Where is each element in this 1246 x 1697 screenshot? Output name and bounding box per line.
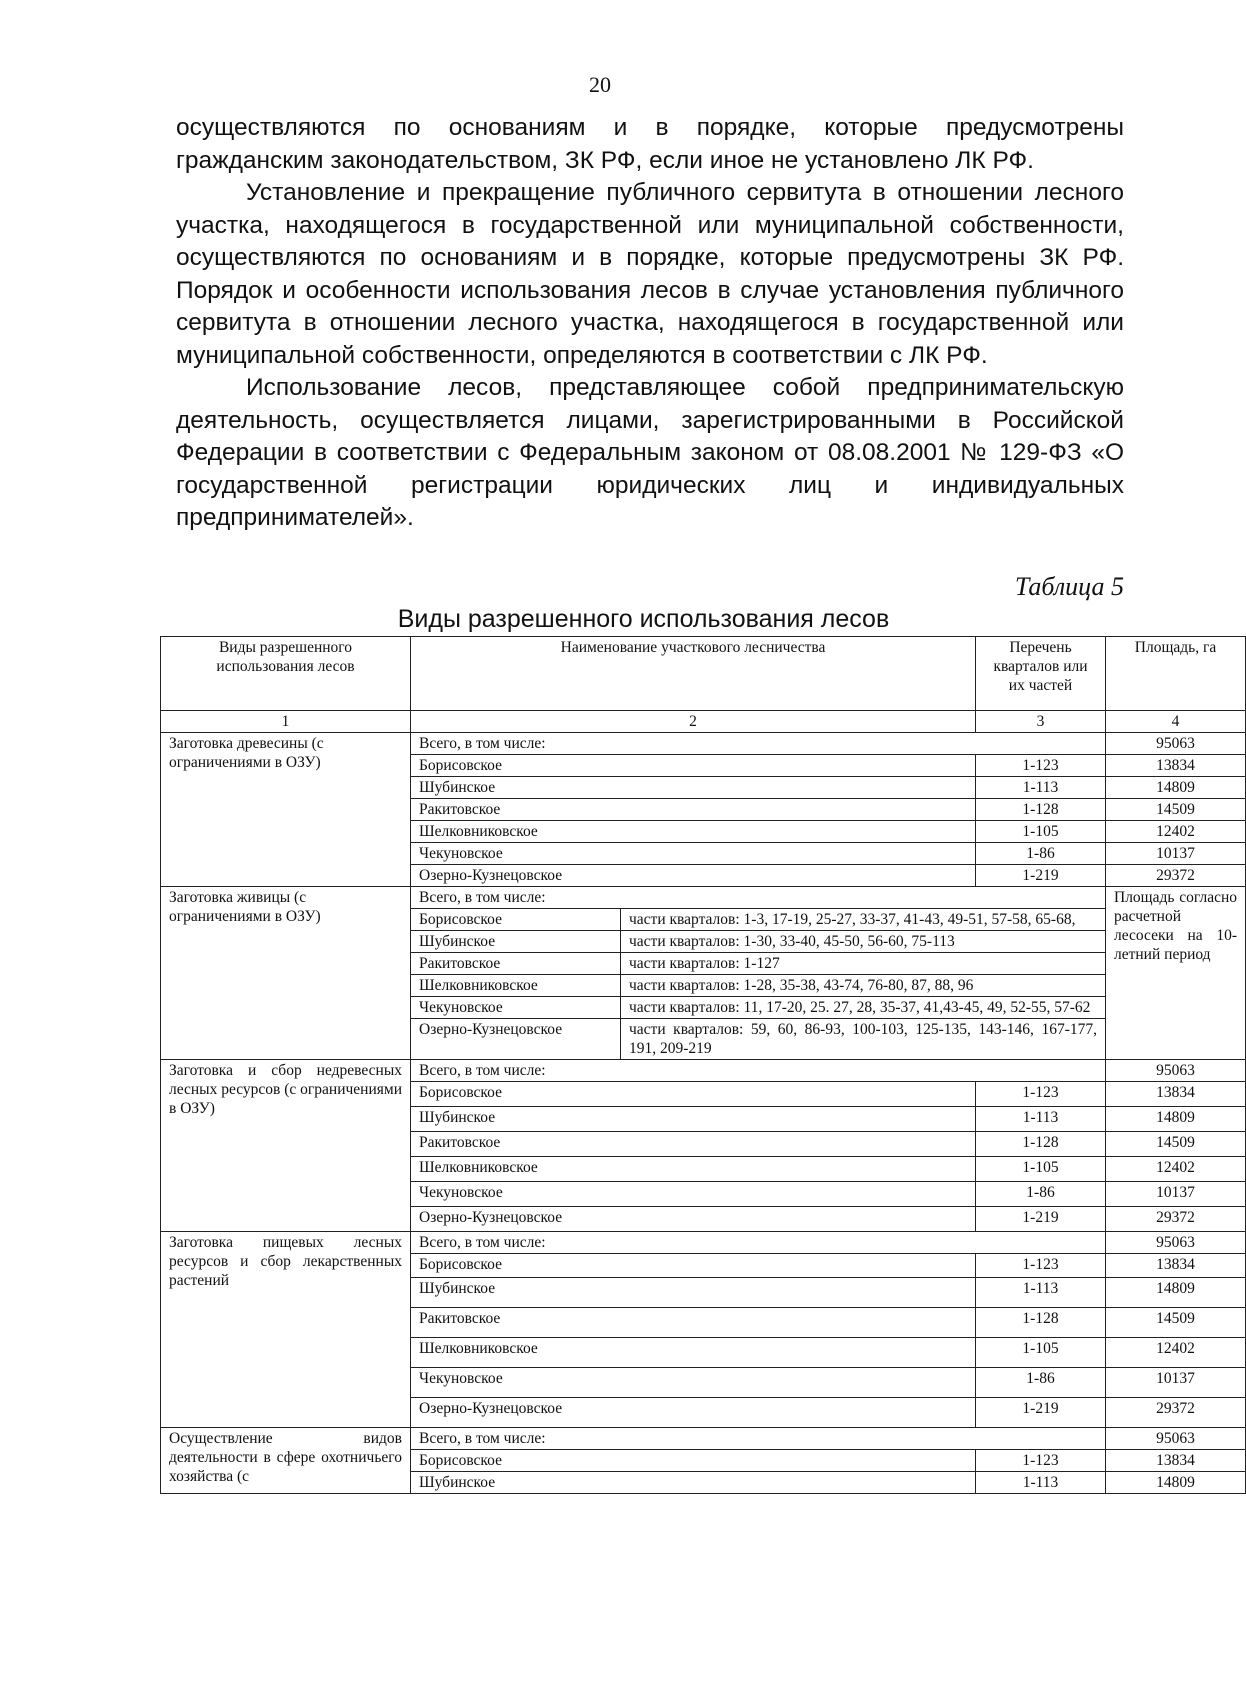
area-cell: 10137 — [1106, 1182, 1246, 1207]
forestry-name: Борисовское — [411, 1082, 976, 1107]
column-number-row — [161, 711, 1246, 733]
quarters-cell: 1-219 — [976, 1398, 1106, 1428]
forestry-name: Озерно-Кузнецовское — [411, 1398, 976, 1428]
header-cell: Наименование участкового лесничества — [411, 637, 976, 711]
area-cell: 13834 — [1106, 1082, 1246, 1107]
table-row — [161, 1060, 1246, 1082]
forestry-name: Шелковниковское — [411, 821, 976, 843]
area-cell: 95063 — [1106, 1232, 1246, 1254]
quarters-cell: 1-128 — [976, 1308, 1106, 1338]
quarters-cell: части кварталов: 59, 60, 86-93, 100-103, 125-135, 143-146, 167-177, 191, 209-219 — [621, 1019, 1106, 1060]
area-cell: 14809 — [1106, 1472, 1246, 1494]
quarters-cell: 1-123 — [976, 1450, 1106, 1472]
body-text — [176, 112, 1124, 535]
area-cell: 14809 — [1106, 777, 1246, 799]
quarters-cell: 1-86 — [976, 1368, 1106, 1398]
use-type-cell: Заготовка пищевых лесных ресурсов и сбор лекарственных растений — [161, 1232, 411, 1428]
use-type-cell: Осуществление видов деятельности в сфере охотничьего хозяйства (с — [161, 1428, 411, 1494]
quarters-cell: части кварталов: 1-28, 35-38, 43-74, 76-80, 87, 88, 96 — [621, 975, 1106, 997]
quarters-cell: 1-105 — [976, 821, 1106, 843]
quarters-cell: 1-123 — [976, 1254, 1106, 1278]
table-row — [161, 733, 1246, 755]
quarters-cell: 1-128 — [976, 1132, 1106, 1157]
area-cell: 14509 — [1106, 1308, 1246, 1338]
area-cell: 29372 — [1106, 1207, 1246, 1232]
table-row — [161, 1428, 1246, 1450]
forestry-name: Шелковниковское — [411, 975, 621, 997]
use-type-cell: Заготовка живицы (с ограничениями в ОЗУ) — [161, 887, 411, 1060]
header-cell: Площадь, га — [1106, 637, 1246, 711]
quarters-cell: 1-113 — [976, 1278, 1106, 1308]
quarters-cell: 1-86 — [976, 843, 1106, 865]
forestry-name: Озерно-Кузнецовское — [411, 865, 976, 887]
forestry-name: Озерно-Кузнецовское — [411, 1207, 976, 1232]
area-cell: 13834 — [1106, 755, 1246, 777]
area-cell: 95063 — [1106, 1428, 1246, 1450]
header-cell: Виды разрешенного использования лесов — [161, 637, 411, 711]
area-cell: 14809 — [1106, 1278, 1246, 1308]
forestry-name: Шелковниковское — [411, 1157, 976, 1182]
total-label: Всего, в том числе: — [411, 1428, 1106, 1450]
column-number: 3 — [976, 711, 1106, 733]
area-note-cell: Площадь согласно расчетной лесосеки на 10-летний период — [1106, 887, 1246, 1060]
forestry-name: Ракитовское — [411, 799, 976, 821]
forestry-name: Ракитовское — [411, 1132, 976, 1157]
area-cell: 14809 — [1106, 1107, 1246, 1132]
forestry-name: Чекуновское — [411, 1368, 976, 1398]
area-cell: 12402 — [1106, 821, 1246, 843]
area-cell: 95063 — [1106, 1060, 1246, 1082]
quarters-cell: 1-86 — [976, 1182, 1106, 1207]
forestry-name: Ракитовское — [411, 1308, 976, 1338]
forestry-name: Борисовское — [411, 909, 621, 931]
paragraph: Использование лесов, представляющее собой предпринимательскую деятельность, осуществляется лицами, зарегистрированными в Российской Федерации в соответствии с Федеральным законом от 08.08.2001 № 129-ФЗ «О государственной регистрации юридических лиц и индивидуальных предпринимателей». — [176, 374, 1124, 531]
forestry-name: Ракитовское — [411, 953, 621, 975]
area-cell: 95063 — [1106, 733, 1246, 755]
total-label: Всего, в том числе: — [411, 1060, 1106, 1082]
page-number: 20 — [589, 72, 611, 97]
forestry-name: Шубинское — [411, 931, 621, 953]
forestry-name: Борисовское — [411, 1254, 976, 1278]
column-number: 1 — [161, 711, 411, 733]
area-cell: 10137 — [1106, 1368, 1246, 1398]
forestry-name: Борисовское — [411, 755, 976, 777]
table-header-row — [161, 637, 1246, 711]
quarters-cell: 1-219 — [976, 1207, 1106, 1232]
column-number: 4 — [1106, 711, 1246, 733]
quarters-cell: 1-128 — [976, 799, 1106, 821]
table-row — [161, 1232, 1246, 1254]
column-number: 2 — [411, 711, 976, 733]
area-cell: 29372 — [1106, 1398, 1246, 1428]
quarters-cell: 1-123 — [976, 1082, 1106, 1107]
quarters-cell: 1-105 — [976, 1157, 1106, 1182]
area-cell: 14509 — [1106, 1132, 1246, 1157]
area-cell: 12402 — [1106, 1157, 1246, 1182]
table-label: Таблица 5 — [1014, 572, 1124, 601]
quarters-cell: 1-105 — [976, 1338, 1106, 1368]
total-label: Всего, в том числе: — [411, 733, 1106, 755]
paragraph: осуществляются по основаниям и в порядке, которые предусмотрены гражданским законодательством, ЗК РФ, если иное не установлено ЛК РФ. — [176, 114, 1124, 174]
forestry-name: Чекуновское — [411, 997, 621, 1019]
quarters-cell: 1-219 — [976, 865, 1106, 887]
forestry-name: Шубинское — [411, 777, 976, 799]
area-cell: 29372 — [1106, 865, 1246, 887]
forestry-name: Озерно-Кузнецовское — [411, 1019, 621, 1060]
table-title: Виды разрешенного использования лесов — [397, 605, 890, 633]
quarters-cell: 1-113 — [976, 1472, 1106, 1494]
area-cell: 12402 — [1106, 1338, 1246, 1368]
quarters-cell: части кварталов: 11, 17-20, 25. 27, 28, 35-37, 41,43-45, 49, 52-55, 57-62 — [621, 997, 1106, 1019]
quarters-cell: части кварталов: 1-127 — [621, 953, 1106, 975]
total-label: Всего, в том числе: — [411, 887, 1106, 909]
quarters-cell: 1-113 — [976, 777, 1106, 799]
quarters-cell: части кварталов: 1-3, 17-19, 25-27, 33-37, 41-43, 49-51, 57-58, 65-68, — [621, 909, 1106, 931]
forestry-name: Борисовское — [411, 1450, 976, 1472]
area-cell: 10137 — [1106, 843, 1246, 865]
forestry-name: Шубинское — [411, 1472, 976, 1494]
quarters-cell: части кварталов: 1-30, 33-40, 45-50, 56-60, 75-113 — [621, 931, 1106, 953]
use-type-cell: Заготовка древесины (с ограничениями в ОЗУ) — [161, 733, 411, 887]
forest-use-table — [160, 636, 1246, 1494]
total-label: Всего, в том числе: — [411, 1232, 1106, 1254]
area-cell: 14509 — [1106, 799, 1246, 821]
use-type-cell: Заготовка и сбор недревесных лесных ресурсов (с ограничениями в ОЗУ) — [161, 1060, 411, 1232]
area-cell: 13834 — [1106, 1450, 1246, 1472]
area-cell: 13834 — [1106, 1254, 1246, 1278]
forestry-name: Шубинское — [411, 1278, 976, 1308]
paragraph: Установление и прекращение публичного сервитута в отношении лесного участка, находящегося в государственной или муниципальной собственности, осуществляются по основаниям и в порядке, которые предусмотрены ЗК РФ. Порядок и особенности использования лесов в случае установления публичного сервитута в отношении лесного участка, находящегося в государственной или муниципальной собственности, определяются в соответствии с ЛК РФ. — [176, 179, 1124, 369]
header-cell: Перечень кварталов или их частей — [976, 637, 1106, 711]
forestry-name: Чекуновское — [411, 843, 976, 865]
quarters-cell: 1-123 — [976, 755, 1106, 777]
forestry-name: Шелковниковское — [411, 1338, 976, 1368]
forestry-name: Шубинское — [411, 1107, 976, 1132]
quarters-cell: 1-113 — [976, 1107, 1106, 1132]
table-row — [161, 887, 1246, 909]
forestry-name: Чекуновское — [411, 1182, 976, 1207]
